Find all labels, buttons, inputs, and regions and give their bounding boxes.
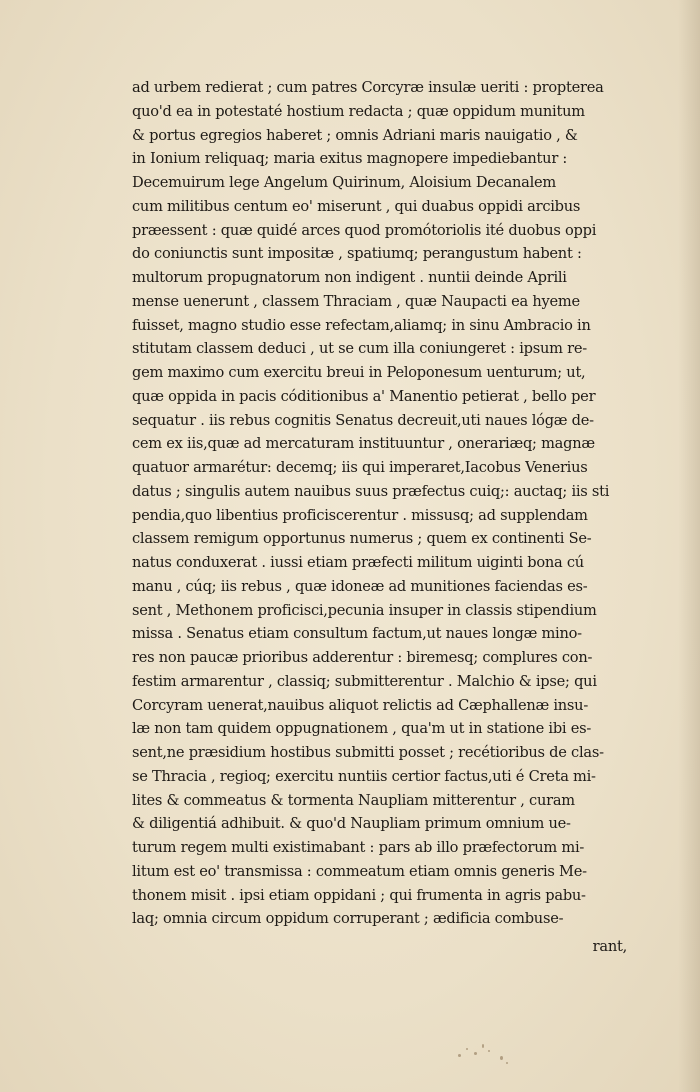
text-line: quæ oppida in pacis códitionibus a' Manentio petierat , bello per <box>132 387 596 405</box>
text-line: multorum propugnatorum non indigent . nuntii deinde Aprili <box>132 269 567 286</box>
text-line: mense uenerunt , classem Thraciam , quæ Naupacti ea hyeme <box>132 292 580 310</box>
text-line: manu , cúq; iis rebus , quæ idoneæ ad munitiones faciendas es- <box>132 577 588 595</box>
text-line: sequatur . iis rebus cognitis Senatus decreuit,uti naues lógæ de- <box>132 411 594 429</box>
text-line: quo'd ea in potestaté hostium redacta ; quæ oppidum munitum <box>132 102 585 120</box>
catchword: rant, <box>592 938 627 955</box>
text-line: læ non tam quidem oppugnationem , qua'm ut in statione ibi es- <box>132 720 592 738</box>
text-line: gem maximo cum exercitu breui in Peloponesum uenturum; ut, <box>132 364 586 381</box>
text-line: lites & commeatus & tormenta Naupliam mitterentur , curam <box>132 791 575 809</box>
text-line: ad urbem redierat ; cum patres Corcyræ insulæ ueriti : propterea <box>132 79 604 96</box>
text-line: Corcyram uenerat,nauibus aliquot relictis ad Cæphallenæ insu- <box>132 696 589 714</box>
ink-smudge <box>448 1040 518 1070</box>
text-line: natus conduxerat . iussi etiam præfecti militum uiginti bona cú <box>132 554 584 571</box>
text-line: missa . Senatus etiam consultum factum,ut naues longæ mino- <box>132 625 582 643</box>
page-edge-shadow <box>678 0 700 1092</box>
text-line: quatuor armarétur: decemq; iis qui imperaret,Iacobus Venerius <box>132 459 588 476</box>
text-line: thonem misit . ipsi etiam oppidani ; qui frumenta in agris pabu- <box>132 886 586 904</box>
text-line: stitutam classem deduci , ut se cum illa coniungeret : ipsum re- <box>132 340 587 358</box>
text-line: laq; omnia circum oppidum corruperant ; ædificia combuse- <box>132 910 564 928</box>
text-line: & diligentiá adhibuit. & quo'd Naupliam primum omnium ue- <box>132 815 571 833</box>
text-line: datus ; singulis autem nauibus suus præfectus cuiq;: auctaq; iis sti <box>132 482 610 500</box>
text-line: sent,ne præsidium hostibus submitti posset ; recétioribus de clas- <box>132 744 604 761</box>
text-line: litum est eo' transmissa : commeatum etiam omnis generis Me- <box>132 862 587 880</box>
text-line: do coniunctis sunt impositæ , spatiumq; perangustum habent : <box>132 245 582 263</box>
text-line: cem ex iis,quæ ad mercaturam instituuntur , onerariæq; magnæ <box>132 435 595 453</box>
text-line: Decemuirum lege Angelum Quirinum, Aloisium Decanalem <box>132 174 557 191</box>
text-line: res non paucæ prioribus adderentur : biremesq; complures con- <box>132 649 593 666</box>
text-line: cum militibus centum eo' miserunt , qui duabus oppidi arcibus <box>132 197 581 215</box>
text-line: præessent : quæ quidé arces quod promótoriolis ité duobus oppi <box>132 221 597 239</box>
text-line: & portus egregios haberet ; omnis Adriani maris nauigatio , & <box>132 126 578 144</box>
text-line: sent , Methonem proficisci,pecunia insuper in classis stipendium <box>132 601 597 619</box>
text-line: in Ionium reliquaq; maria exitus magnopere impediebantur : <box>132 150 568 168</box>
page-text-block <box>132 76 637 959</box>
text-line: se Thracia , regioq; exercitu nuntiis certior factus,uti é Creta mi- <box>132 767 596 785</box>
text-line: pendia,quo libentius proficiscerentur . missusq; ad supplendam <box>132 506 588 524</box>
text-line: festim armarentur , classiq; submitterentur . Malchio & ipse; qui <box>132 672 597 690</box>
text-line: turum regem multi existimabant : pars ab illo præfectorum mi- <box>132 839 585 856</box>
text-line: classem remigum opportunus numerus ; quem ex continenti Se- <box>132 530 592 548</box>
text-line: fuisset, magno studio esse refectam,aliamq; in sinu Ambracio in <box>132 316 591 334</box>
